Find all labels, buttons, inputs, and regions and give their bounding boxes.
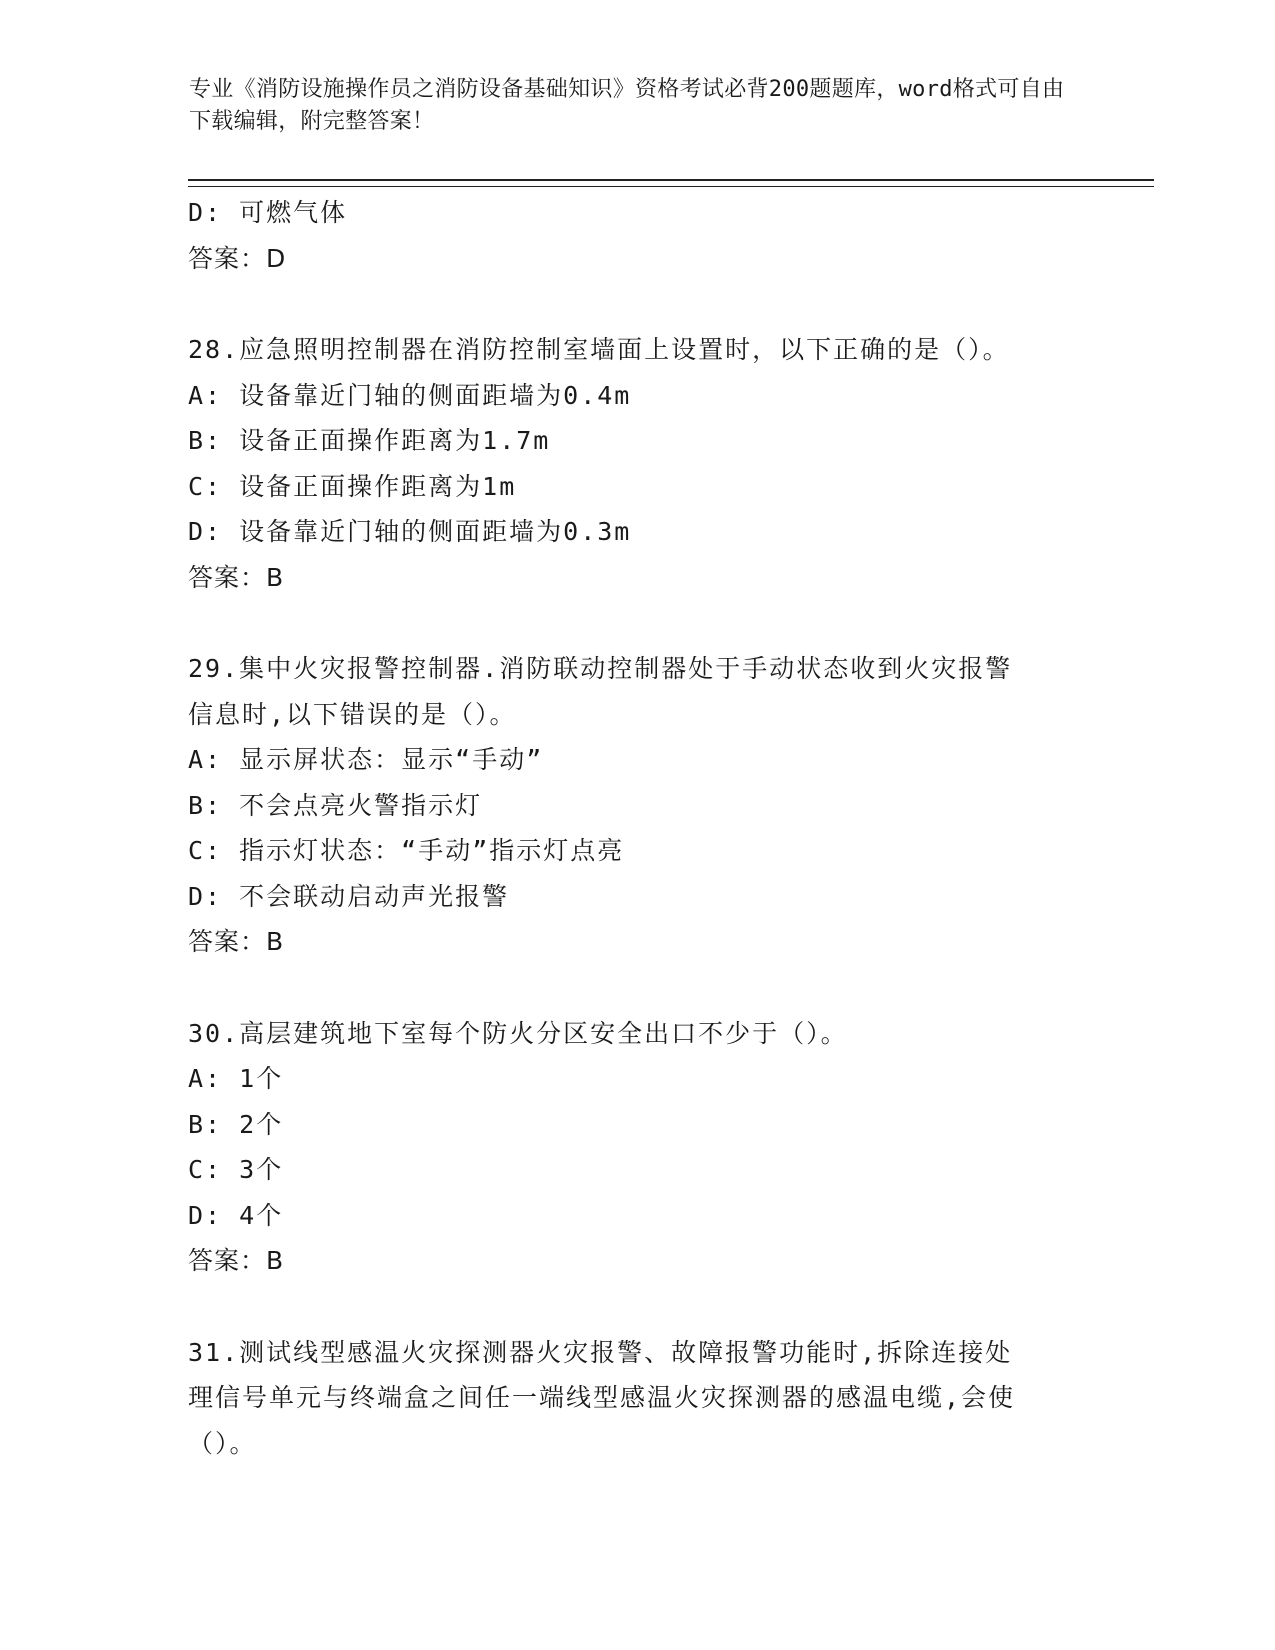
question-gap bbox=[188, 600, 1088, 646]
question-block bbox=[188, 1011, 1088, 1284]
question-stem: 29.集中火灾报警控制器.消防联动控制器处于手动状态收到火灾报警 bbox=[188, 654, 1013, 683]
answer-line: 答案：B bbox=[188, 562, 285, 592]
answer-line: 答案：D bbox=[188, 243, 287, 273]
option-a: A: 1个 bbox=[188, 1064, 284, 1093]
question-gap bbox=[188, 281, 1088, 327]
option-d: D: 可燃气体 bbox=[188, 198, 348, 227]
option-b: B: 2个 bbox=[188, 1109, 284, 1139]
option-c: C: 指示灯状态：“手动”指示灯点亮 bbox=[188, 836, 625, 865]
question-gap bbox=[188, 1284, 1088, 1330]
question-block bbox=[188, 1330, 1088, 1467]
option-d: D: 设备靠近门轴的侧面距墙为0.3m bbox=[188, 517, 632, 546]
option-c: C: 设备正面操作距离为1m bbox=[188, 471, 517, 501]
question-stem: 28.应急照明控制器在消防控制室墙面上设置时，以下正确的是（）。 bbox=[188, 335, 1010, 364]
question-block bbox=[188, 327, 1088, 600]
question-block bbox=[188, 646, 1088, 965]
question-stem-continued: 理信号单元与终端盒之间任一端线型感温火灾探测器的感温电缆,会使 bbox=[188, 1383, 1016, 1412]
header-divider bbox=[188, 179, 1154, 187]
question-stem: 30.高层建筑地下室每个防火分区安全出口不少于（）。 bbox=[188, 1018, 848, 1048]
question-gap bbox=[188, 965, 1088, 1011]
answer-line: 答案：B bbox=[188, 927, 285, 956]
question-stem-continued: （）。 bbox=[188, 1428, 257, 1458]
document-body bbox=[188, 190, 1088, 1466]
option-b: B: 设备正面操作距离为1.7m bbox=[188, 426, 551, 455]
option-b: B: 不会点亮火警指示灯 bbox=[188, 790, 483, 820]
option-c: C: 3个 bbox=[188, 1155, 284, 1184]
document-header: 专业《消防设施操作员之消防设备基础知识》资格考试必背200题题库，word格式可自由下载编辑，附完整答案！ bbox=[189, 77, 1065, 134]
question-stem-continued: 信息时,以下错误的是（）。 bbox=[188, 699, 517, 729]
option-a: A: 显示屏状态：显示“手动” bbox=[188, 745, 544, 774]
option-d: D: 不会联动启动声光报警 bbox=[188, 881, 510, 911]
option-d: D: 4个 bbox=[188, 1200, 284, 1230]
answer-line: 答案：B bbox=[188, 1246, 285, 1275]
question-stem: 31.测试线型感温火灾探测器火灾报警、故障报警功能时,拆除连接处 bbox=[188, 1337, 1013, 1367]
option-a: A: 设备靠近门轴的侧面距墙为0.4m bbox=[188, 380, 632, 410]
